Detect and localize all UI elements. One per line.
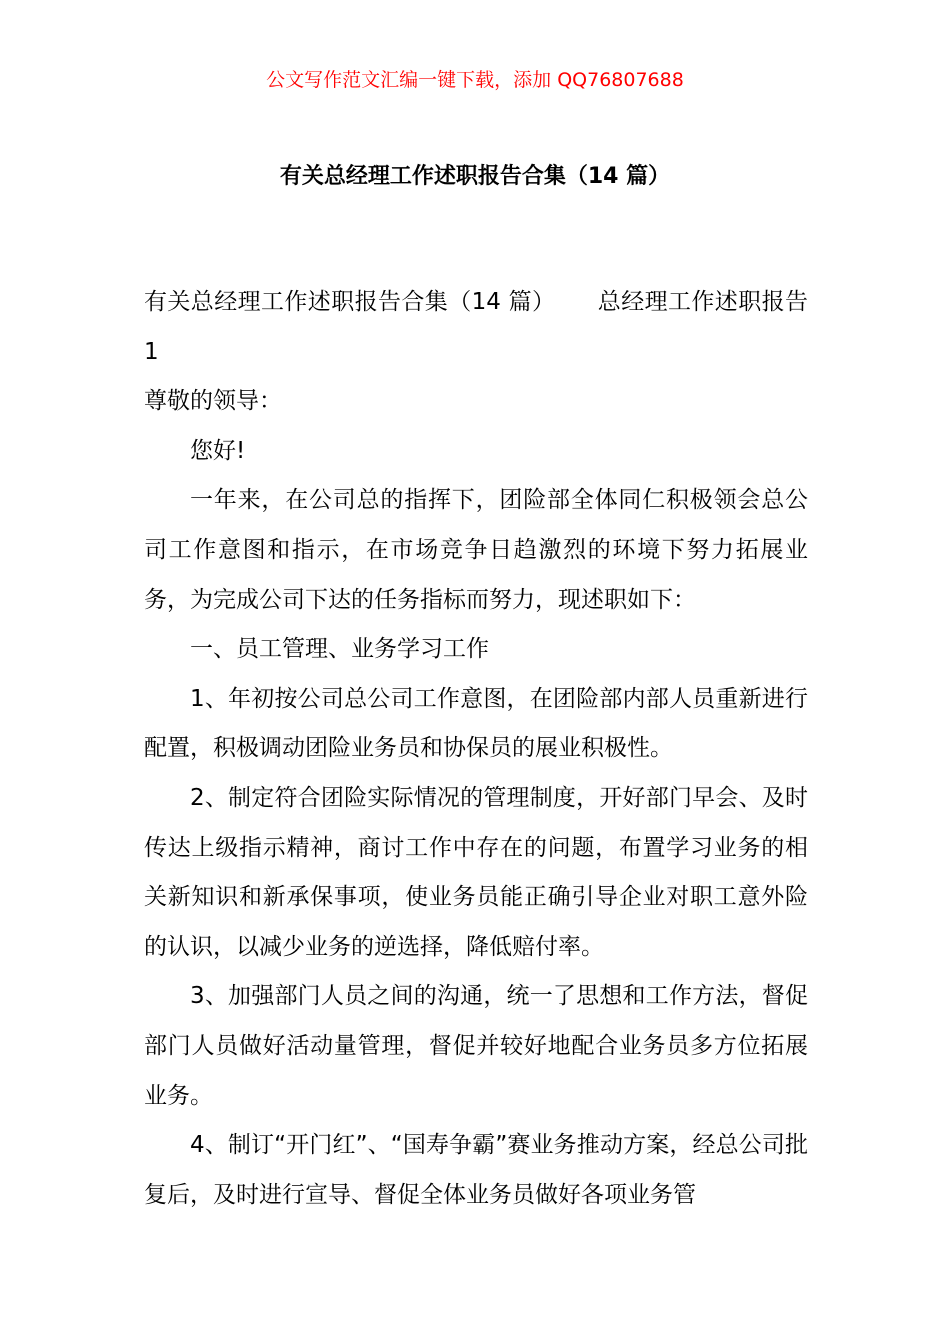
paragraph: 2、制定符合团险实际情况的管理制度，开好部门早会、及时传达上级指示精神，商讨工作中存在的问题，布置学习业务的相关新知识和新承保事项，使业务员能正确引导企业对职工意外险的认识，以减少业务的逆选择，降低赔付率。	[144, 784, 808, 960]
greeting: 您好!	[190, 437, 246, 464]
intro-line	[144, 278, 808, 377]
download-promo-note: 公文写作范文汇编一键下载，添加 QQ76807688	[266, 69, 684, 91]
document-body	[144, 278, 808, 1220]
paragraph: 1、年初按公司总公司工作意图，在团险部内部人员重新进行配置，积极调动团险业务员和协保员的展业积极性。	[144, 685, 808, 762]
collection-title: 有关总经理工作述职报告合集（14 篇）	[144, 289, 556, 315]
section-heading: 一、员工管理、业务学习工作	[190, 636, 489, 663]
report-heading: 总经理工作述职报告 1	[144, 289, 809, 365]
document-title: 有关总经理工作述职报告合集（14 篇）	[279, 164, 671, 189]
paragraph: 3、加强部门人员之间的沟通，统一了思想和工作方法，督促部门人员做好活动量管理，督促并较好地配合业务员多方位拓展业务。	[144, 983, 808, 1109]
salutation: 尊敬的领导：	[144, 388, 282, 415]
paragraph: 4、制订“开门红”、“国寿争霸”赛业务推动方案，经总公司批复后，及时进行宣导、督促全体业务员做好各项业务管	[144, 1132, 808, 1208]
paragraph: 一年来，在公司总的指挥下，团险部全体同仁积极领会总公司工作意图和指示，在市场竞争日趋激烈的环境下努力拓展业务，为完成公司下达的任务指标而努力，现述职如下：	[144, 487, 808, 613]
